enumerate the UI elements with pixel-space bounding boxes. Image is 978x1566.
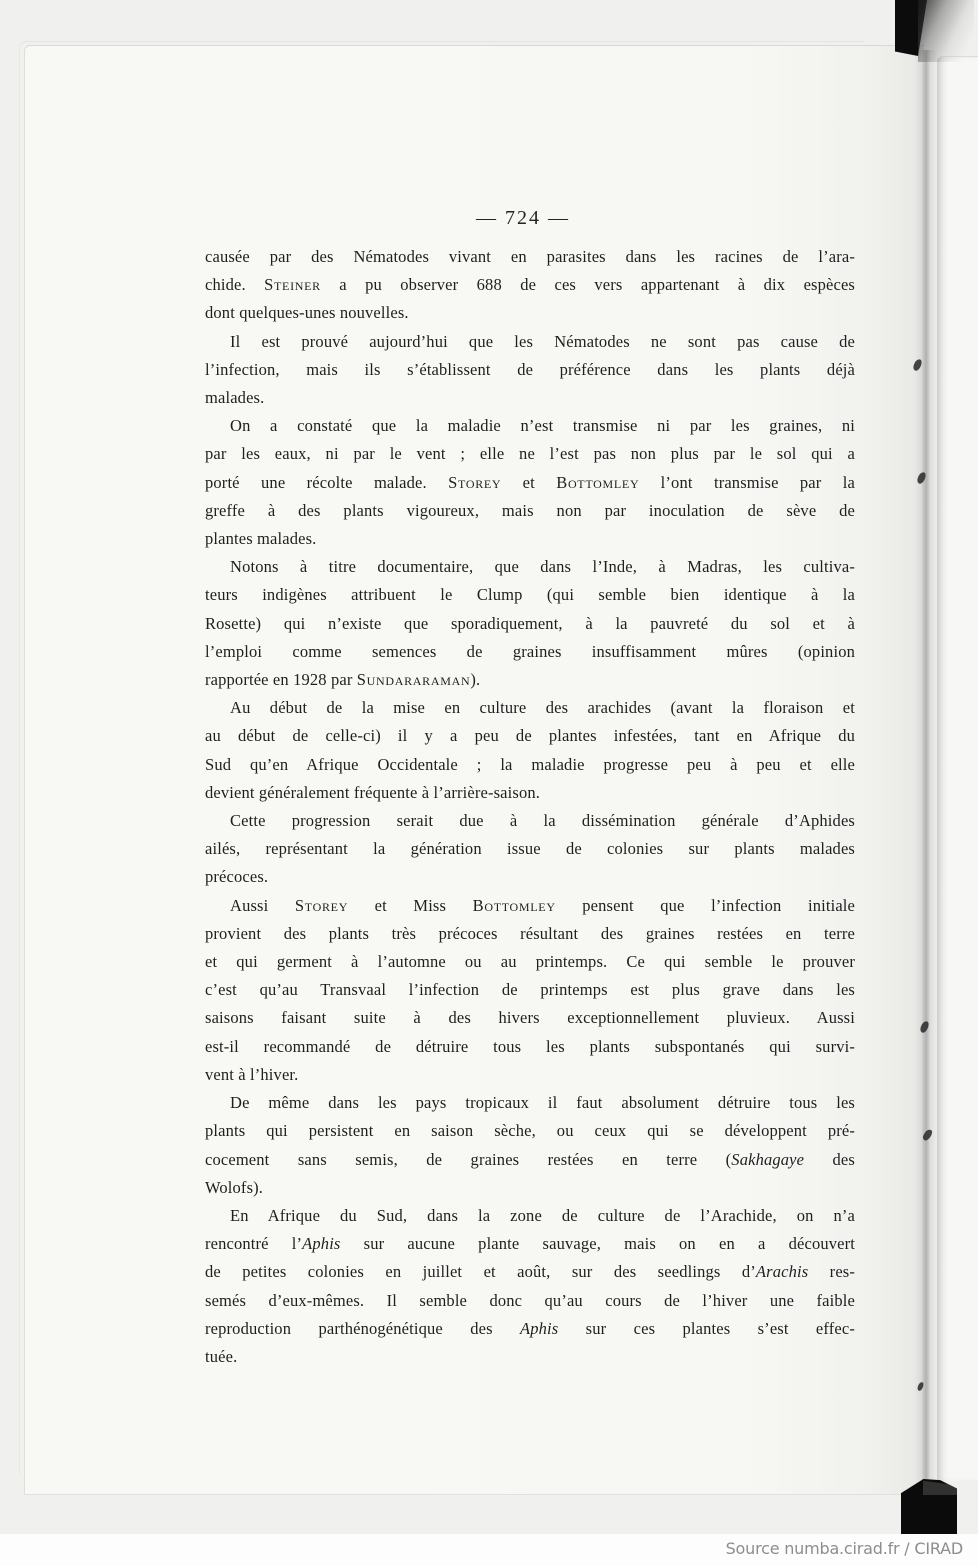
person-name: Storey (448, 472, 502, 492)
text-run: au début de celle-ci) il y a peu de plantes infestées, tant en Afrique du (205, 726, 855, 746)
text-run: greffe à des plants vigoureux, mais non par inoculation de sève de (205, 500, 855, 520)
text-line (205, 1230, 855, 1258)
source-attribution-text: Source numba.cirad.fr / CIRAD (725, 1539, 963, 1558)
text-run: dont quelques-unes nouvelles. (205, 303, 409, 323)
text-run: Aussi (230, 895, 295, 915)
text-run: provient des plants très précoces résultant des graines restées en terre (205, 923, 855, 943)
text-line (205, 1117, 855, 1145)
text-line (205, 356, 855, 384)
text-run: et Miss (348, 895, 473, 915)
latin-term: Arachis (755, 1262, 809, 1282)
text-line (205, 1258, 855, 1286)
text-run: ailés, représentant la génération issue de colonies sur plants malades (205, 839, 855, 859)
text-line (205, 892, 855, 920)
text-run: Rosette) qui n’existe que sporadiquement, à la pauvreté du sol et à (205, 613, 855, 633)
person-name: Storey (294, 895, 349, 915)
paragraph (205, 807, 855, 892)
text-line (205, 299, 855, 327)
text-run: c’est qu’au Transvaal l’infection de printemps est plus grave dans les (205, 980, 855, 1000)
source-attribution-bar (0, 1534, 978, 1566)
text-line (205, 863, 855, 891)
text-line (205, 1033, 855, 1061)
text-run: de petites colonies en juillet et août, sur des seedlings d’ (205, 1262, 756, 1282)
text-line (205, 1061, 855, 1089)
latin-term: Aphis (519, 1318, 559, 1338)
text-run: ). (470, 670, 481, 690)
text-run: plants qui persistent en saison sèche, ou ceux qui se développent pré- (205, 1121, 855, 1141)
text-run: semés d’eux-mêmes. Il semble donc qu’au cours de l’hiver une faible (205, 1290, 855, 1310)
text-run: l’ont transmise par la (639, 472, 855, 492)
text-run: et (501, 472, 557, 492)
text-line (205, 553, 855, 581)
text-run: devient généralement fréquente à l’arrière-saison. (205, 782, 541, 802)
text-run: teurs indigènes attribuent le Clump (qui semble bien identique à la (205, 585, 855, 605)
text-run: porté une récolte malade. (205, 472, 449, 492)
paragraph (205, 328, 855, 413)
paragraph (205, 1089, 855, 1202)
text-run: sur ces plantes s’est effec- (558, 1318, 855, 1338)
text-line (205, 666, 855, 694)
text-run: plantes malades. (205, 529, 317, 549)
spine-shadow-top (918, 0, 974, 62)
text-run: malades. (205, 388, 265, 408)
text-run: Cette progression serait due à la dissémination générale d’Aphides (230, 811, 855, 831)
text-run: res- (808, 1262, 856, 1282)
text-line (205, 1174, 855, 1202)
text-run: sur aucune plante sauvage, mais on en a découvert (340, 1234, 855, 1254)
text-line (205, 835, 855, 863)
text-line (205, 271, 855, 299)
text-line (205, 638, 855, 666)
text-line (205, 610, 855, 638)
text-line (205, 976, 855, 1004)
text-line (205, 948, 855, 976)
latin-term: Aphis (302, 1234, 341, 1254)
text-run: De même dans les pays tropicaux il faut absolument détruire tous les (230, 1093, 855, 1113)
text-line (205, 440, 855, 468)
person-name: Steiner (264, 275, 321, 295)
text-run: des (804, 1149, 855, 1169)
text-line (205, 920, 855, 948)
text-run: est-il recommandé de détruire tous les plants subspontanés qui survi- (205, 1036, 855, 1056)
text-run: causée par des Nématodes vivant en parasites dans les racines de l’ara- (205, 247, 855, 266)
person-name: Bottomley (472, 895, 556, 915)
text-run: Au début de la mise en culture des arachides (avant la floraison et (230, 698, 855, 718)
text-line (205, 497, 855, 525)
text-run: tuée. (205, 1346, 238, 1366)
page-number: — 724 — (476, 207, 570, 229)
text-run: reproduction parthénogénétique des (205, 1318, 520, 1338)
text-line (205, 581, 855, 609)
text-run: par les eaux, ni par le vent ; elle ne l’est pas non plus par le sol qui a (205, 444, 855, 464)
text-line (205, 525, 855, 553)
text-line (205, 722, 855, 750)
paragraph (205, 892, 855, 1089)
latin-term: Sakhagaye (731, 1149, 805, 1169)
text-run: l’infection, mais ils s’établissent de préférence dans les plants déjà (205, 359, 855, 379)
text-run: Il est prouvé aujourd’hui que les Nématodes ne sont pas cause de (230, 331, 855, 351)
text-run: l’emploi comme semences de graines insuffisamment mûres (opinion (205, 641, 855, 661)
text-run: pensent que l’infection initiale (555, 895, 856, 915)
text-line (205, 328, 855, 356)
text-run: En Afrique du Sud, dans la zone de culture de l’Arachide, on n’a (230, 1205, 855, 1225)
text-line (205, 243, 855, 271)
text-line (205, 469, 855, 497)
person-name: Sundararaman (356, 670, 471, 690)
paragraph (205, 553, 855, 694)
text-line (205, 1202, 855, 1230)
adjacent-page-edge (937, 56, 978, 1481)
page-gutter-shadow (914, 50, 938, 1482)
text-run: rencontré l’ (205, 1234, 303, 1254)
text-run: On a constaté que la maladie n’est transmise ni par les graines, ni (230, 416, 855, 436)
paragraph (205, 412, 855, 553)
paragraph (205, 243, 855, 328)
text-run: Notons à titre documentaire, que dans l’Inde, à Madras, les cultiva- (230, 557, 855, 577)
text-line (205, 1004, 855, 1032)
text-line (205, 779, 855, 807)
text-line (205, 1315, 855, 1343)
text-run: rapportée en 1928 par (205, 670, 357, 690)
text-run: précoces. (205, 867, 269, 887)
book-page (24, 45, 924, 1495)
page-text (205, 243, 855, 1371)
text-run: vent à l’hiver. (205, 1064, 299, 1084)
text-line (205, 412, 855, 440)
text-line (205, 384, 855, 412)
text-line (205, 1343, 855, 1371)
text-line (205, 1287, 855, 1315)
text-run: a pu observer 688 de ces vers appartenant à dix espèces (320, 275, 856, 295)
text-line (205, 1146, 855, 1174)
text-line (205, 751, 855, 779)
text-run: saisons faisant suite à des hivers exceptionnellement pluvieux. Aussi (205, 1008, 855, 1028)
text-run: Sud qu’en Afrique Occidentale ; la maladie progresse peu à peu et elle (205, 754, 855, 774)
text-run: chide. (205, 275, 265, 295)
page-content (205, 206, 855, 1371)
paragraph (205, 694, 855, 807)
text-run: cocement sans semis, de graines restées en terre ( (205, 1149, 732, 1169)
text-line (205, 694, 855, 722)
person-name: Bottomley (556, 472, 640, 492)
text-run: et qui germent à l’automne ou au printemps. Ce qui semble le prouver (205, 952, 855, 972)
paragraph (205, 1202, 855, 1371)
text-line (205, 807, 855, 835)
text-line (205, 1089, 855, 1117)
text-run: Wolofs). (205, 1177, 264, 1197)
